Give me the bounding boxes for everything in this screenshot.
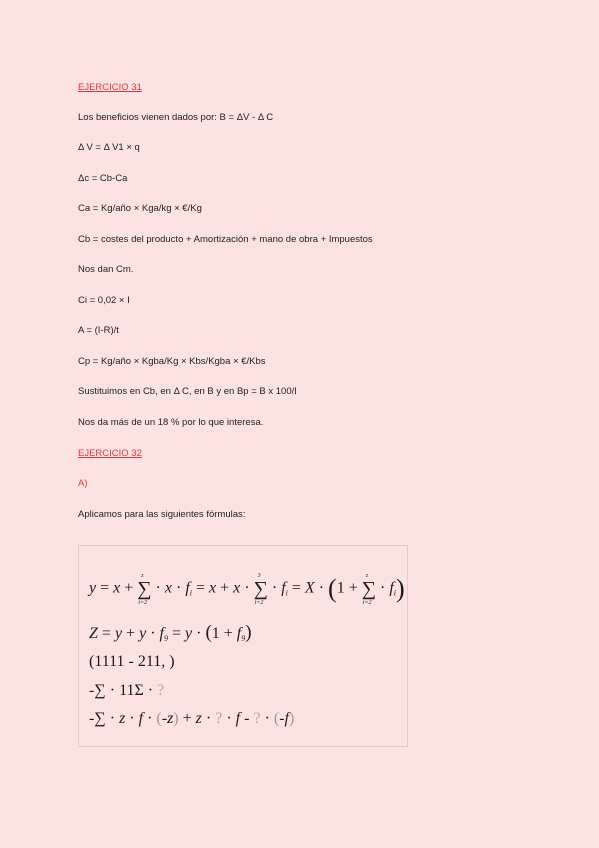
formula-3: (1111 - 211, ) <box>89 653 175 670</box>
formula-4: -∑ · 11Σ · ? <box>89 682 165 699</box>
heading-ejercicio-31: EJERCICIO 31 <box>78 82 142 93</box>
text-line: Nos dan Cm. <box>78 264 134 275</box>
text-line: Cp = Kg/año × Kgba/Kg × Kbs/Kgba × €/Kbs <box>78 356 266 367</box>
part-a-label: A) <box>78 478 88 489</box>
text-line: Nos da más de un 18 % por lo que interesa. <box>78 417 264 428</box>
formula-5: -∑ · z · f · (-z) + z · ? · f - ? · (-f) <box>89 710 295 727</box>
text-line: Ci = 0,02 × I <box>78 295 130 306</box>
formula-image <box>78 545 408 747</box>
text-line: A = (I-R)/t <box>78 325 119 336</box>
heading-ejercicio-32: EJERCICIO 32 <box>78 448 142 459</box>
intro-text: Aplicamos para las siguientes fórmulas: <box>78 509 246 520</box>
text-line: Δc = Cb-Ca <box>78 173 128 184</box>
text-line: Sustituimos en Cb, en Δ C, en B y en Bp = B x 100/I <box>78 386 297 397</box>
formula-2: $Z = y + y \cdot f_9 = y \cdot (1 + f_9)$ <box>89 622 252 643</box>
text-line: Δ V = Δ V1 × q <box>78 142 140 153</box>
formula-1: y = x + ∑ z i=2 · $x \cdot f_i = x + x$ · ∑ 3 i=2 · $f_i = X \cdot (1$ + ∑ z i=2 · $f_i$) <box>89 573 405 606</box>
text-line: Los beneficios vienen dados por: B = ΔV - Δ C <box>78 112 274 123</box>
text-line: Ca = Kg/año × Kga/kg × €/Kg <box>78 203 202 214</box>
text-line: Cb = costes del producto + Amortización + mano de obra + Impuestos <box>78 234 373 245</box>
